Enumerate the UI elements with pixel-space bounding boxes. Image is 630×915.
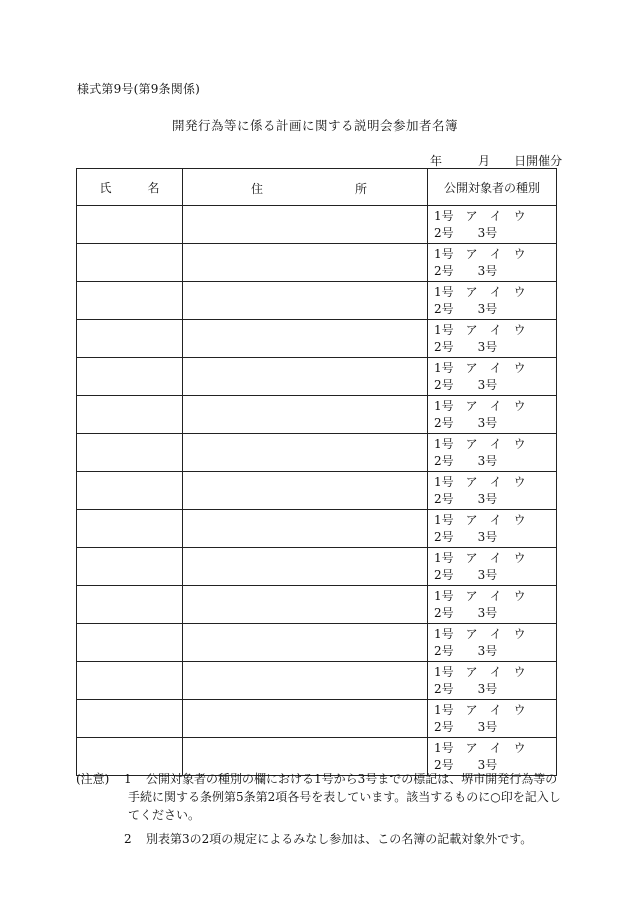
name-cell[interactable]: [77, 624, 183, 662]
form-number: 様式第9号(第9条関係): [77, 82, 201, 96]
note-2-text: 別表第3の2項の規定によるみなし参加は、この名簿の記載対象外です。: [146, 832, 533, 846]
address-cell[interactable]: [183, 700, 428, 738]
year-label: 年: [430, 154, 443, 168]
document-title: 開発行為等に係る計画に関する説明会参加者名簿: [171, 118, 458, 133]
table-row: [77, 282, 557, 320]
category-options-line2: 2号 3号: [434, 377, 498, 392]
table-row: [77, 320, 557, 358]
category-cell[interactable]: [428, 472, 557, 510]
category-options-line2: 2号 3号: [434, 263, 498, 278]
category-cell[interactable]: [428, 396, 557, 434]
category-options-line1: 1号 ア イ ウ: [434, 474, 526, 489]
table-row: [77, 624, 557, 662]
date-line: [430, 152, 562, 169]
category-options-line2: 2号 3号: [434, 719, 498, 734]
category-options-line2: 2号 3号: [434, 681, 498, 696]
category-options-line2: 2号 3号: [434, 225, 498, 240]
category-options-line2: 2号 3号: [434, 757, 498, 772]
category-options-line1: 1号 ア イ ウ: [434, 588, 526, 603]
category-options-line2: 2号 3号: [434, 643, 498, 658]
category-cell[interactable]: [428, 624, 557, 662]
table-row: [77, 358, 557, 396]
category-options-line2: 2号 3号: [434, 567, 498, 582]
category-options-line1: 1号 ア イ ウ: [434, 284, 526, 299]
category-options-line2: 2号 3号: [434, 339, 498, 354]
name-cell[interactable]: [77, 434, 183, 472]
category-cell[interactable]: [428, 434, 557, 472]
category-options-line1: 1号 ア イ ウ: [434, 436, 526, 451]
day-label: 日開催分: [514, 154, 563, 168]
category-cell[interactable]: [428, 320, 557, 358]
name-cell[interactable]: [77, 510, 183, 548]
category-options-line1: 1号 ア イ ウ: [434, 512, 526, 527]
note-1-number: 1: [124, 772, 132, 786]
category-options-line1: 1号 ア イ ウ: [434, 740, 526, 755]
address-cell[interactable]: [183, 320, 428, 358]
name-cell[interactable]: [77, 548, 183, 586]
category-options-line2: 2号 3号: [434, 301, 498, 316]
table-header-row: [77, 169, 557, 206]
category-options-line1: 1号 ア イ ウ: [434, 702, 526, 717]
notes-label: (注意): [76, 772, 110, 786]
address-cell[interactable]: [183, 548, 428, 586]
category-options-line1: 1号 ア イ ウ: [434, 550, 526, 565]
address-cell[interactable]: [183, 472, 428, 510]
table-row: [77, 206, 557, 244]
table-row: [77, 586, 557, 624]
name-cell[interactable]: [77, 358, 183, 396]
name-header-char2: 名: [147, 180, 160, 195]
category-options-line2: 2号 3号: [434, 491, 498, 506]
name-cell[interactable]: [77, 244, 183, 282]
address-header: [183, 169, 428, 206]
address-header-char2: 所: [355, 182, 368, 196]
category-cell[interactable]: [428, 662, 557, 700]
name-cell[interactable]: [77, 700, 183, 738]
month-label: 月: [478, 154, 491, 168]
table-row: [77, 510, 557, 548]
name-header-char1: 氏: [99, 180, 112, 195]
category-cell[interactable]: [428, 700, 557, 738]
address-cell[interactable]: [183, 396, 428, 434]
category-cell[interactable]: [428, 282, 557, 320]
category-options-line1: 1号 ア イ ウ: [434, 360, 526, 375]
table-row: [77, 472, 557, 510]
category-options-line2: 2号 3号: [434, 605, 498, 620]
name-cell[interactable]: [77, 396, 183, 434]
category-options-line1: 1号 ア イ ウ: [434, 208, 526, 223]
address-cell[interactable]: [183, 510, 428, 548]
address-cell[interactable]: [183, 624, 428, 662]
address-cell[interactable]: [183, 358, 428, 396]
address-cell[interactable]: [183, 244, 428, 282]
table-row: [77, 548, 557, 586]
category-options-line2: 2号 3号: [434, 415, 498, 430]
category-cell[interactable]: [428, 244, 557, 282]
name-cell[interactable]: [77, 662, 183, 700]
category-options-line2: 2号 3号: [434, 453, 498, 468]
address-header-char1: 住: [251, 182, 264, 196]
table-row: [77, 434, 557, 472]
name-cell[interactable]: [77, 586, 183, 624]
table-row: [77, 396, 557, 434]
category-cell[interactable]: [428, 206, 557, 244]
name-cell[interactable]: [77, 472, 183, 510]
address-cell[interactable]: [183, 662, 428, 700]
address-cell[interactable]: [183, 434, 428, 472]
attendee-table: [76, 168, 557, 776]
name-cell[interactable]: [77, 320, 183, 358]
note-1-text: 公開対象者の種別の欄における1号から3号までの標記は、堺市開発行為等の手続に関する条例第5条第2項各号を表しています。該当するものに○印を記入してください。: [128, 772, 561, 822]
category-options-line2: 2号 3号: [434, 529, 498, 544]
name-header: [77, 169, 183, 206]
category-options-line1: 1号 ア イ ウ: [434, 626, 526, 641]
name-cell[interactable]: [77, 206, 183, 244]
category-header: 公開対象者の種別: [428, 169, 557, 206]
category-cell[interactable]: [428, 548, 557, 586]
table-row: [77, 662, 557, 700]
category-options-line1: 1号 ア イ ウ: [434, 246, 526, 261]
name-cell[interactable]: [77, 282, 183, 320]
category-options-line1: 1号 ア イ ウ: [434, 664, 526, 679]
address-cell[interactable]: [183, 282, 428, 320]
table-row: [77, 700, 557, 738]
category-cell[interactable]: [428, 586, 557, 624]
category-cell[interactable]: [428, 510, 557, 548]
category-options-line1: 1号 ア イ ウ: [434, 322, 526, 337]
table-row: [77, 244, 557, 282]
address-cell[interactable]: [183, 586, 428, 624]
note-2-number: 2: [124, 832, 132, 846]
category-cell[interactable]: [428, 358, 557, 396]
category-options-line1: 1号 ア イ ウ: [434, 398, 526, 413]
address-cell[interactable]: [183, 206, 428, 244]
